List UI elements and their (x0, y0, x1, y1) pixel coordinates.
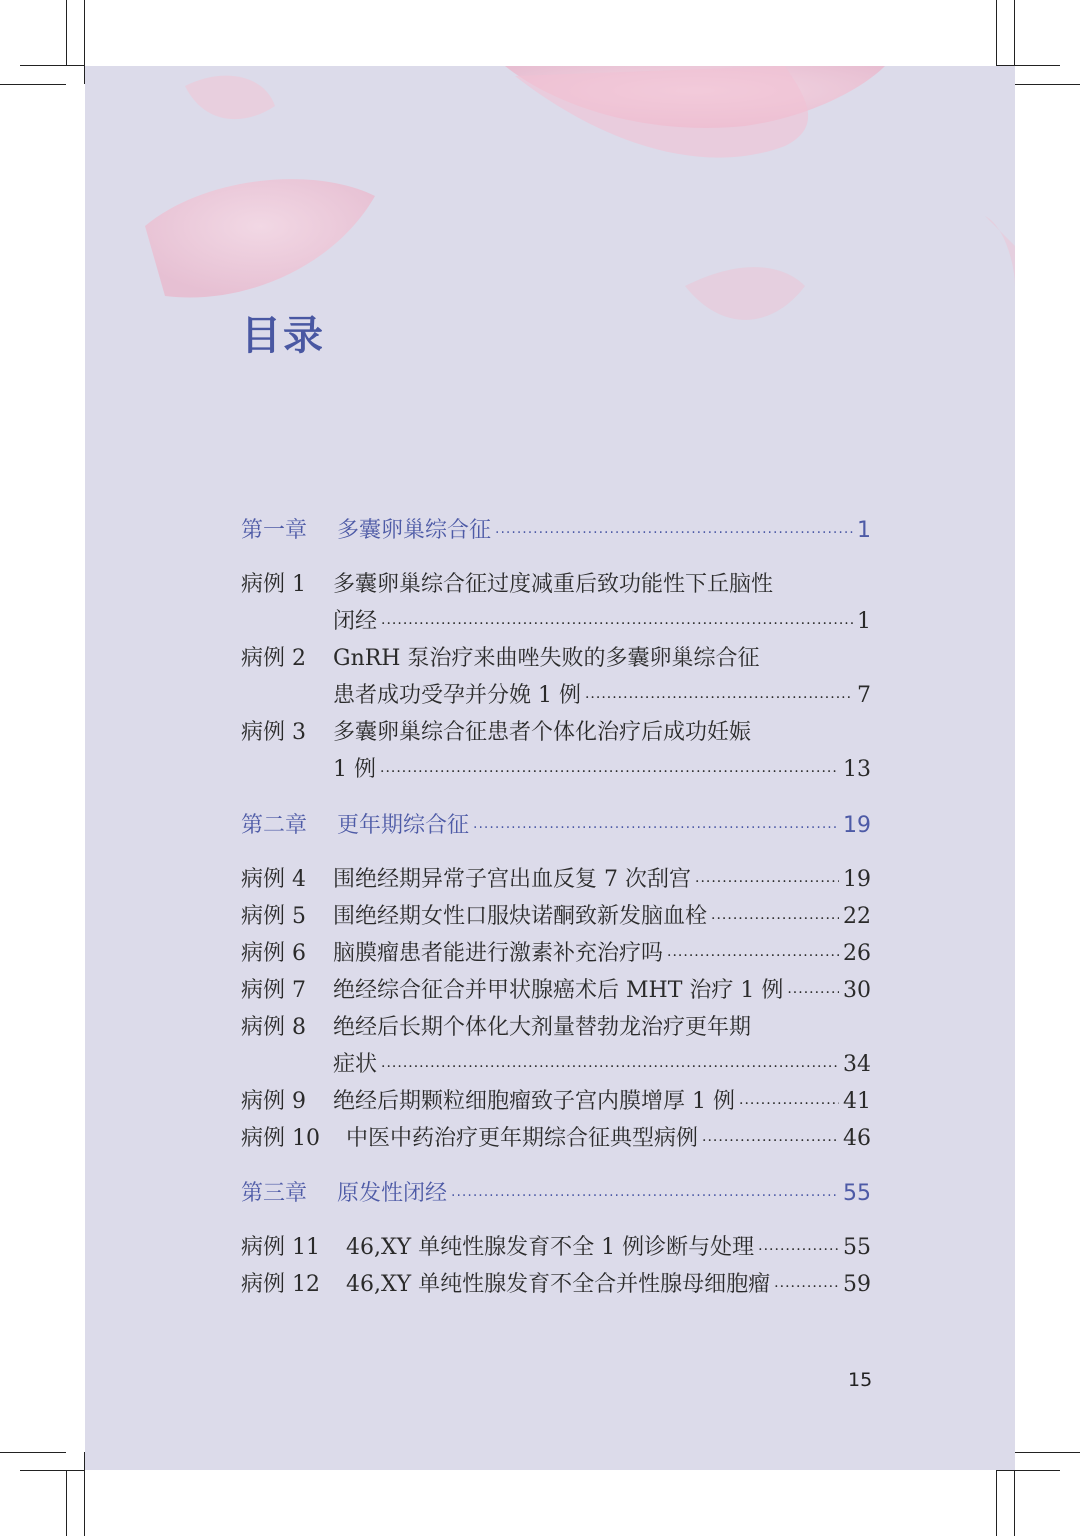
case-page: 26 (843, 941, 871, 966)
toc-chapter-2[interactable] (241, 808, 871, 838)
case-title-cont: 闭经 (333, 609, 378, 634)
toc-chapter-1[interactable] (241, 513, 871, 543)
toc-chapter-3[interactable] (241, 1176, 871, 1206)
case-title: 绝经后长期个体化大剂量替勃龙治疗更年期 (333, 1015, 752, 1040)
case-label: 病例 12 (241, 1272, 320, 1297)
case-title: 围绝经期异常子宫出血反复 7 次刮宫 (333, 867, 691, 892)
case-page: 46 (843, 1126, 871, 1151)
case-page: 13 (843, 757, 871, 782)
case-label: 病例 3 (241, 720, 306, 745)
toc-case-2-cont[interactable] (241, 678, 871, 708)
case-title: 围绝经期女性口服炔诺酮致新发脑血栓 (333, 904, 708, 929)
case-page: 55 (843, 1235, 871, 1260)
case-page: 19 (843, 867, 871, 892)
crop-mark-tl-h (20, 65, 84, 66)
toc-case-3-cont[interactable] (241, 752, 871, 782)
crop-mark-br-h (996, 1470, 1060, 1471)
leader-dots (451, 1188, 839, 1204)
toc-case-11[interactable] (241, 1230, 871, 1260)
toc-case-8-cont[interactable] (241, 1047, 871, 1077)
toc-case-3[interactable] (241, 715, 871, 745)
toc-case-9[interactable] (241, 1084, 871, 1114)
leader-dots (473, 820, 839, 836)
case-title: 多囊卵巢综合征过度减重后致功能性下丘脑性 (333, 572, 774, 597)
toc-case-12[interactable] (241, 1267, 871, 1297)
case-label: 病例 1 (241, 572, 306, 597)
case-label: 病例 2 (241, 646, 306, 671)
case-label: 病例 11 (241, 1235, 320, 1260)
chapter-title: 原发性闭经 (337, 1181, 448, 1206)
leader-dots (711, 911, 839, 927)
leader-dots (758, 1242, 839, 1258)
crop-mark-tl-h2 (0, 84, 66, 85)
crop-mark-bl-h2 (0, 1452, 66, 1453)
toc-case-10[interactable] (241, 1121, 871, 1151)
case-title: 绝经后期颗粒细胞瘤致子宫内膜增厚 1 例 (333, 1089, 735, 1114)
chapter-page: 1 (857, 518, 871, 543)
case-page: 41 (843, 1089, 871, 1114)
page-number: 15 (848, 1369, 873, 1391)
case-label: 病例 9 (241, 1089, 306, 1114)
case-title: 46,XY 单纯性腺发育不全合并性腺母细胞瘤 (346, 1272, 771, 1297)
leader-dots (702, 1133, 839, 1149)
leader-dots (787, 985, 839, 1001)
case-title: 46,XY 单纯性腺发育不全 1 例诊断与处理 (346, 1235, 755, 1260)
leader-dots (381, 1059, 839, 1075)
chapter-label: 第一章 (241, 518, 308, 543)
crop-mark-bl-v2 (66, 1470, 67, 1536)
leader-dots (495, 525, 853, 541)
case-page: 34 (843, 1052, 871, 1077)
chapter-label: 第三章 (241, 1181, 308, 1206)
leader-dots (739, 1096, 839, 1112)
toc-case-5[interactable] (241, 899, 871, 929)
toc-case-6[interactable] (241, 936, 871, 966)
crop-mark-tr-h2 (1014, 84, 1080, 85)
case-label: 病例 5 (241, 904, 306, 929)
leader-dots (380, 764, 839, 780)
toc-heading: 目录 (241, 313, 325, 359)
case-label: 病例 8 (241, 1015, 306, 1040)
leader-dots (381, 616, 853, 632)
case-title: GnRH 泵治疗来曲唑失败的多囊卵巢综合征 (333, 646, 760, 671)
leader-dots (774, 1279, 839, 1295)
leader-dots (585, 690, 853, 706)
petal-decoration (85, 66, 1015, 586)
case-page: 30 (843, 978, 871, 1003)
chapter-title: 多囊卵巢综合征 (337, 518, 492, 543)
leader-dots (667, 948, 839, 964)
case-title: 多囊卵巢综合征患者个体化治疗后成功妊娠 (333, 720, 752, 745)
chapter-page: 55 (843, 1181, 871, 1206)
case-label: 病例 6 (241, 941, 306, 966)
leader-dots (695, 874, 839, 890)
case-page: 22 (843, 904, 871, 929)
case-label: 病例 4 (241, 867, 306, 892)
crop-mark-tl-v2 (66, 0, 67, 66)
crop-mark-tr-v2 (1014, 0, 1015, 66)
case-title-cont: 症状 (333, 1052, 378, 1077)
case-title: 绝经综合征合并甲状腺癌术后 MHT 治疗 1 例 (333, 978, 784, 1003)
crop-mark-br-v2 (1014, 1470, 1015, 1536)
chapter-label: 第二章 (241, 813, 308, 838)
crop-mark-br-h2 (1014, 1452, 1080, 1453)
toc-case-4[interactable] (241, 862, 871, 892)
toc-case-8[interactable] (241, 1010, 871, 1040)
case-title-cont: 患者成功受孕并分娩 1 例 (333, 683, 581, 708)
crop-mark-bl-h (20, 1470, 84, 1471)
toc-case-2[interactable] (241, 641, 871, 671)
toc-case-1[interactable] (241, 567, 871, 597)
case-title: 脑膜瘤患者能进行激素补充治疗吗 (333, 941, 664, 966)
toc-case-7[interactable] (241, 973, 871, 1003)
case-title-cont: 1 例 (333, 757, 376, 782)
case-label: 病例 10 (241, 1126, 320, 1151)
case-page: 59 (843, 1272, 871, 1297)
case-title: 中医中药治疗更年期综合征典型病例 (346, 1126, 699, 1151)
case-label: 病例 7 (241, 978, 306, 1003)
case-page: 1 (857, 609, 871, 634)
toc-case-1-cont[interactable] (241, 604, 871, 634)
chapter-page: 19 (843, 813, 871, 838)
case-page: 7 (857, 683, 871, 708)
chapter-title: 更年期综合征 (337, 813, 470, 838)
